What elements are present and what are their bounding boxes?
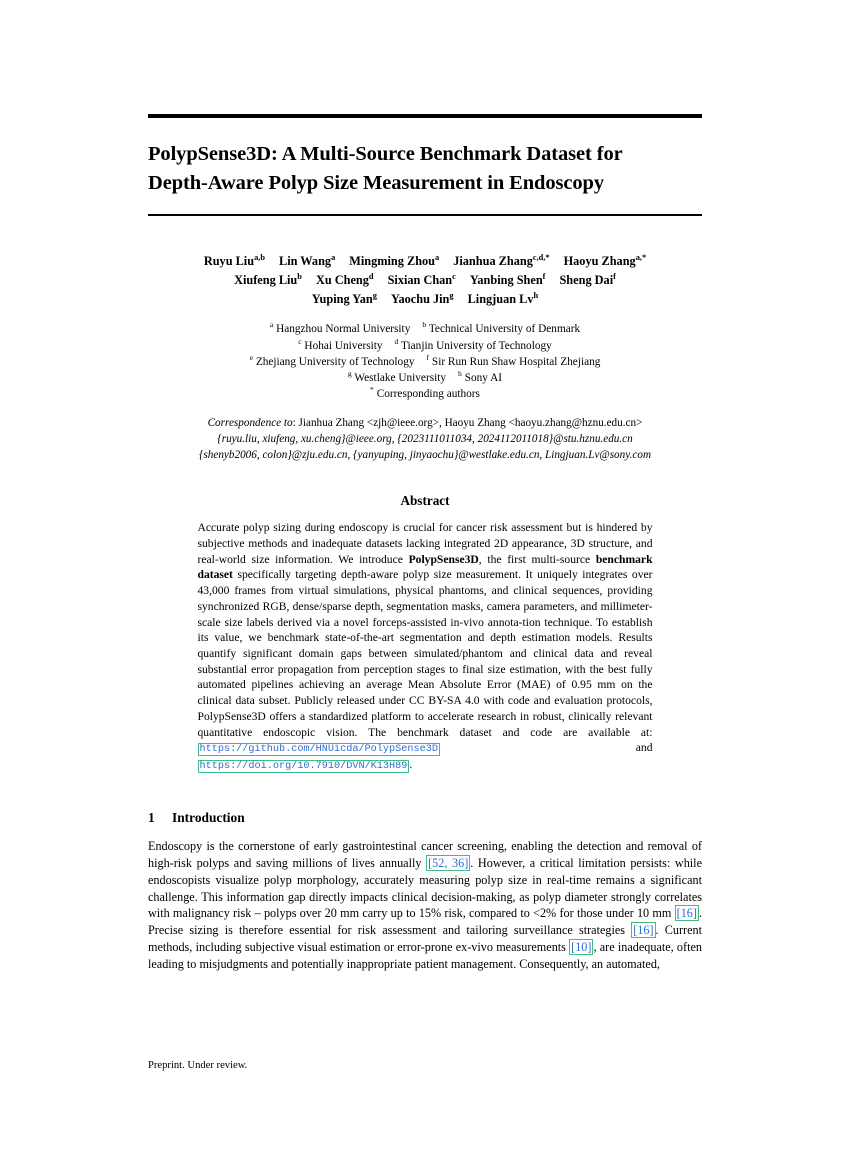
header-rule bbox=[148, 114, 702, 118]
affil-marker: f bbox=[426, 353, 430, 363]
affiliation-row bbox=[148, 370, 702, 386]
section-number: 1 bbox=[148, 809, 155, 825]
affil-marker: * bbox=[370, 385, 374, 395]
citation-link[interactable]: [16] bbox=[633, 923, 654, 938]
paper-content bbox=[148, 0, 702, 973]
author-affil-marker: a,* bbox=[635, 252, 647, 262]
correspondence-line-3: {shenyb2006, colon}@zju.edu.cn, {yanyuping, jinyaochu}@westlake.edu.cn, Lingjuan.Lv@sony.com bbox=[198, 449, 652, 462]
author-affil-marker: d bbox=[368, 271, 374, 281]
author: Lingjuan Lv$^h$ bbox=[467, 291, 539, 307]
author-list bbox=[148, 252, 702, 310]
affiliation-row bbox=[148, 386, 702, 402]
affiliation-row bbox=[148, 338, 702, 354]
introduction-paragraph: Endoscopy is the cornerstone of early gastrointestinal cancer screening, enabling the detection and removal of high-risk polyps and saving millions of lives annually [52, 36] . However, a critical limitation persists: while endoscopists visualize polyp morphology, accurately measuring polyp size in real-time remains a significant challenge. This information gap directly impacts clinical decision-making, as polyp diameter strongly correlates with malignancy risk – polyps over 20 mm carry up to 15% risk, compared to <2% for those under 10 mm [16] . Precise sizing is therefore essential for risk assessment and tailoring surveillance strategies [16] . Current methods, including subjective visual estimation or error-prone ex-vivo measurements [10] , are inadequate, often leading to misjudgments and potentially inappropriate patient management. Consequently, an automated, bbox=[148, 838, 702, 972]
affil-text: Sony AI bbox=[464, 372, 503, 385]
affil-marker: b bbox=[422, 320, 427, 330]
author: Sheng Dai$^f$ bbox=[559, 271, 616, 287]
abstract-text: Accurate polyp sizing during endoscopy is crucial for cancer risk assessment but is hindered by subjective methods and inadequate datasets lacking integrated 2D appearance, 3D structure, and real-world size information. We introduce PolypSense3D, the first multi-source benchmark dataset specifically targeting depth-aware polyp size measurement. It uniquely integrates over 43,000 frames from virtual simulations, physical phantoms, and clinical sequences, providing synchronized RGB, dense/sparse depth, segmentation masks, camera parameters, and millimeter-scale size labels derived via a novel forceps-assisted in-vivo annota-tion technique. To establish its value, we benchmark state-of-the-art segmentation and depth estimation models. Results quantify significant domain gaps between simulated/phantom and clinical data and reveal substantial error propagation from perception stages to final size estimation, with the best fully automated pipelines achieving an average Mean Absolute Error (MAE) of 0.95 mm on the clinical data subset. Publicly released under CC BY-SA 4.0 with code and evaluation protocols, PolypSense3D offers a standardized platform to accelerate research in robust, clinically relevant quantitative endoscopic vision. The benchmark dataset and code are available at: https://github.com/HNUicda/PolypSense3D and https://doi.org/10.7910/DVN/K13H89 . bbox=[197, 521, 653, 773]
footer-preprint-notice: Preprint. Under review. bbox=[148, 1060, 248, 1071]
author-affil-marker: a bbox=[331, 252, 336, 262]
author-affil-marker: c bbox=[452, 271, 456, 281]
author-affil-marker: a,b bbox=[254, 252, 265, 262]
author: Yuping Yan$^g$ bbox=[311, 291, 377, 307]
github-link[interactable]: https://github.com/HNUicda/PolypSense3D bbox=[199, 744, 438, 756]
abstract-heading: Abstract bbox=[400, 493, 450, 509]
author-row bbox=[148, 290, 702, 309]
author-affil-marker: c,d,* bbox=[532, 252, 550, 262]
author: Xu Cheng$^d$ bbox=[315, 271, 374, 287]
title-rule bbox=[148, 214, 702, 216]
affil-marker: d bbox=[394, 336, 399, 346]
affil-text: Zhejiang University of Technology bbox=[255, 355, 415, 368]
author-affil-marker: f bbox=[613, 271, 616, 281]
affil-text: Westlake University bbox=[354, 372, 447, 385]
author-affil-marker: g bbox=[372, 291, 377, 301]
affil-text: Corresponding authors bbox=[376, 388, 480, 401]
affiliation-row bbox=[148, 321, 702, 337]
affil-text: Sir Run Run Shaw Hospital Zhejiang bbox=[431, 355, 601, 368]
author: Mingming Zhou$^a$ bbox=[349, 252, 440, 268]
affiliation-row bbox=[148, 354, 702, 370]
affil-text: Hohai University bbox=[304, 339, 383, 352]
author: Ruyu Liu$^{a,b}$ bbox=[203, 252, 265, 268]
affiliation-list bbox=[148, 321, 702, 402]
affil-text: Hangzhou Normal University bbox=[276, 323, 411, 336]
author-affil-marker: h bbox=[533, 291, 539, 301]
author: Yanbing Shen$^f$ bbox=[469, 271, 546, 287]
author-affil-marker: f bbox=[542, 271, 546, 281]
affil-marker: h bbox=[458, 369, 462, 379]
author: Haoyu Zhang$^{a,*}$ bbox=[563, 252, 647, 268]
page-title bbox=[148, 140, 702, 198]
author-affil-marker: a bbox=[435, 252, 440, 262]
affil-marker: g bbox=[347, 369, 352, 379]
author-row bbox=[148, 271, 702, 290]
author: Lin Wang$^a$ bbox=[279, 252, 336, 268]
citation-link[interactable]: [10] bbox=[571, 940, 592, 955]
affil-text: Technical University of Denmark bbox=[428, 323, 581, 336]
correspondence-line-2: {ruyu.liu, xiufeng, xu.cheng}@ieee.org, {2023111011034, 2024112011018}@stu.hznu.edu.cn bbox=[217, 432, 633, 445]
affil-text: Tianjin University of Technology bbox=[401, 339, 552, 352]
author-affil-marker: b bbox=[297, 271, 302, 281]
author: Sixian Chan$^c$ bbox=[387, 271, 456, 287]
section-heading-introduction bbox=[148, 810, 702, 826]
affil-marker: e bbox=[249, 353, 253, 363]
title-line-1: PolypSense3D: A Multi-Source Benchmark Dataset for bbox=[148, 143, 623, 165]
affil-marker: c bbox=[298, 336, 302, 346]
author-row bbox=[148, 252, 702, 271]
section-title: Introduction bbox=[172, 809, 245, 825]
citation-link[interactable]: [16] bbox=[676, 906, 697, 921]
author: Yaochu Jin$^g$ bbox=[390, 291, 454, 307]
abstract-bold-dataset-name: PolypSense3D bbox=[408, 552, 479, 566]
author: Xiufeng Liu$^b$ bbox=[234, 271, 302, 287]
abstract-bold-benchmark: benchmark dataset bbox=[197, 552, 653, 582]
author-affil-marker: g bbox=[449, 291, 454, 301]
correspondence-block bbox=[148, 415, 702, 464]
title-line-2: Depth-Aware Polyp Size Measurement in Endoscopy bbox=[148, 172, 604, 195]
author: Jianhua Zhang$^{c,d,*}$ bbox=[453, 252, 550, 268]
doi-link[interactable]: https://doi.org/10.7910/DVN/K13H89 bbox=[199, 761, 408, 773]
affil-marker: a bbox=[269, 320, 274, 330]
citation-link[interactable]: [52, 36] bbox=[428, 855, 469, 870]
correspondence-line-1: Correspondence to: Jianhua Zhang <zjh@ieee.org>, Haoyu Zhang <haoyu.zhang@hznu.edu.cn> bbox=[207, 416, 643, 429]
